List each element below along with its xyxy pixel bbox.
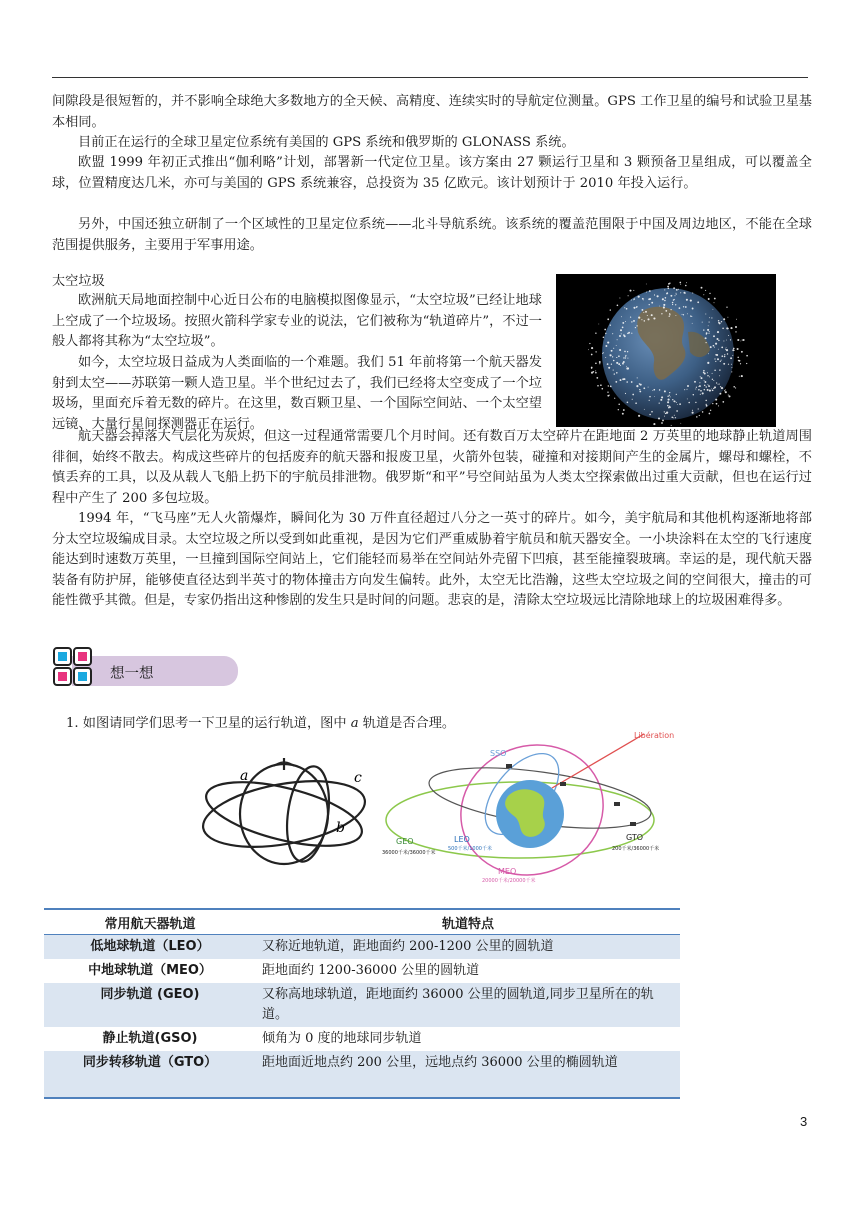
label-meo: MEO	[498, 867, 517, 876]
table-header-row	[44, 909, 680, 935]
table-row	[44, 959, 680, 983]
paragraph-beidou: 另外，中国还独立研制了一个区域性的卫星定位系统——北斗导航系统。该系统的覆盖范围限于中国及周边地区，不能在全球范围提供服务，主要用于军事用途。	[52, 217, 812, 253]
table-row	[44, 983, 680, 1027]
orbit-desc: 距地面约 1200-36000 公里的圆轨道	[262, 963, 480, 978]
label-leo: LEO	[454, 835, 470, 844]
label-sso: SSO	[490, 749, 507, 758]
orbit-name: 静止轨道(GSO)	[102, 1031, 198, 1046]
paragraph-debris-intro: 欧洲航天局地面控制中心近日公布的电脑模拟图像显示，“太空垃圾”已经让地球上空成了一个垃圾场。按照火箭科学家专业的说法，它们被称为“轨道碎片”，不过一般人都将其称为“太空垃圾”。	[52, 293, 542, 349]
page-number: 3	[800, 1114, 808, 1129]
space-debris-earth-image	[556, 274, 776, 427]
paragraph-gps-gap: 间隙段是很短暂的，并不影响全球绝大多数地方的全天候、高精度、连续实时的导航定位测量。GPS 工作卫星的编号和试验卫星基本相同。	[52, 94, 812, 130]
orbit-desc: 又称近地轨道，距地面约 200-1200 公里的圆轨道	[256, 935, 680, 960]
orbit-label-b: b	[336, 820, 345, 836]
table-row	[44, 1027, 680, 1051]
orbit-desc: 又称高地球轨道，距地面约 36000 公里的圆轨道,同步卫星所在的轨道。	[256, 983, 680, 1027]
paragraph-gps-glonass: 目前正在运行的全球卫星定位系统有美国的 GPS 系统和俄罗斯的 GLONASS 系统。	[78, 135, 575, 150]
question-prefix: 1. 如图请同学们思考一下卫星的运行轨道，图中	[66, 716, 351, 731]
table-row	[44, 1051, 680, 1098]
table-header-orbit: 常用航天器轨道	[104, 916, 196, 932]
question-variable: a	[350, 716, 359, 731]
orbit-table	[44, 908, 680, 1099]
label-geo: GEO	[396, 837, 414, 846]
table-header-feature: 轨道特点	[441, 916, 494, 932]
orbit-desc: 距地面近地点约 200 公里，远地点约 36000 公里的椭圆轨道	[256, 1051, 680, 1098]
orbit-label-c: c	[354, 770, 362, 786]
paragraph-debris-problem: 如今，太空垃圾日益成为人类面临的一个难题。我们 51 年前将第一个航天器发射到太空——苏联第一颗人造卫星。半个世纪过去了，我们已经将太空变成了一个垃圾场，里面充斥着无数的碎片。在这里，数百颗卫星、一个国际空间站、一个太空望远镜、大量行星间探测器正在运行。	[52, 355, 542, 432]
orbit-types-diagram	[382, 728, 682, 886]
paragraph-galileo: 欧盟 1999 年初正式推出“伽利略”计划，部署新一代定位卫星。该方案由 27 颗运行卫星和 3 颗预备卫星组成，可以覆盖全球，位置精度达几米，亦可与美国的 GPS 系统兼容，总投资为 35 亿欧元。该计划预计于 2010 年投入运行。	[52, 155, 812, 191]
think-section-banner	[52, 646, 238, 688]
puzzle-squares-icon	[52, 646, 96, 688]
orbit-name: 同步转移轨道（GTO）	[44, 1051, 256, 1098]
paragraph-debris-sources: 航天器会掉落大气层化为灰烬，但这一过程通常需要几个月时间。还有数百万太空碎片在距地面 2 万英里的地球静止轨道周围徘徊，始终不散去。构成这些碎片的包括废弃的航天器和报废卫星，火箭外包装，碰撞和对接期间产生的金属片，螺母和螺栓，不慎丢弃的工具，以及从载人飞船上扔下的宇航员排泄物。俄罗斯“和平”号空间站虽为人类太空探索做出过重大贡献，但也在运行过程中产生了 200 多包垃圾。	[52, 429, 812, 506]
section-heading-space-debris: 太空垃圾	[52, 274, 105, 289]
label-meo-alt: 20000千米/20000千米	[482, 878, 536, 884]
orbit-name: 中地球轨道（MEO）	[88, 963, 212, 978]
orbit-diagram-abc	[196, 756, 376, 866]
orbit-name: 同步轨道 (GEO)	[44, 983, 256, 1027]
orbit-label-a: a	[240, 768, 249, 784]
question-suffix: 轨道是否合理。	[358, 716, 456, 731]
paragraph-debris-danger: 1994 年，“飞马座”无人火箭爆炸，瞬间化为 30 万件直径超过八分之一英寸的碎片。如今，美宇航局和其他机构逐渐地将部分太空垃圾编成目录。太空垃圾之所以受到如此重视，是因为它们严重威胁着宇航员和航天器安全。一小块涂料在太空的飞行速度能达到时速数万英里，一旦撞到国际空间站上，它们能轻而易举在空间站外壳留下凹痕，甚至能撞裂玻璃。幸运的是，现代航天器装备有防护屏，能够使直径达到半英寸的物体撞击方向发生偏转。此外，太空无比浩瀚，这些太空垃圾之间的空间很大，撞击的可能性微乎其微。但是，专家仍指出这种惨剧的发生只是时间的问题。悲哀的是，清除太空垃圾远比清除地球上的垃圾困难得多。	[52, 511, 812, 608]
header-rule	[52, 77, 808, 78]
orbit-name: 低地球轨道（LEO）	[44, 935, 256, 960]
label-liberation: Libération	[634, 731, 675, 740]
label-gto-alt: 200千米/36000千米	[612, 846, 660, 852]
orbit-desc: 倾角为 0 度的地球同步轨道	[262, 1031, 422, 1046]
table-row	[44, 935, 680, 960]
think-label: 想一想	[110, 666, 154, 682]
label-gto: GTO	[626, 833, 644, 842]
label-geo-alt: 36000千米/36000千米	[382, 850, 436, 856]
think-banner-bar	[72, 656, 238, 686]
label-leo-alt: 500千米/1000千米	[448, 846, 492, 852]
